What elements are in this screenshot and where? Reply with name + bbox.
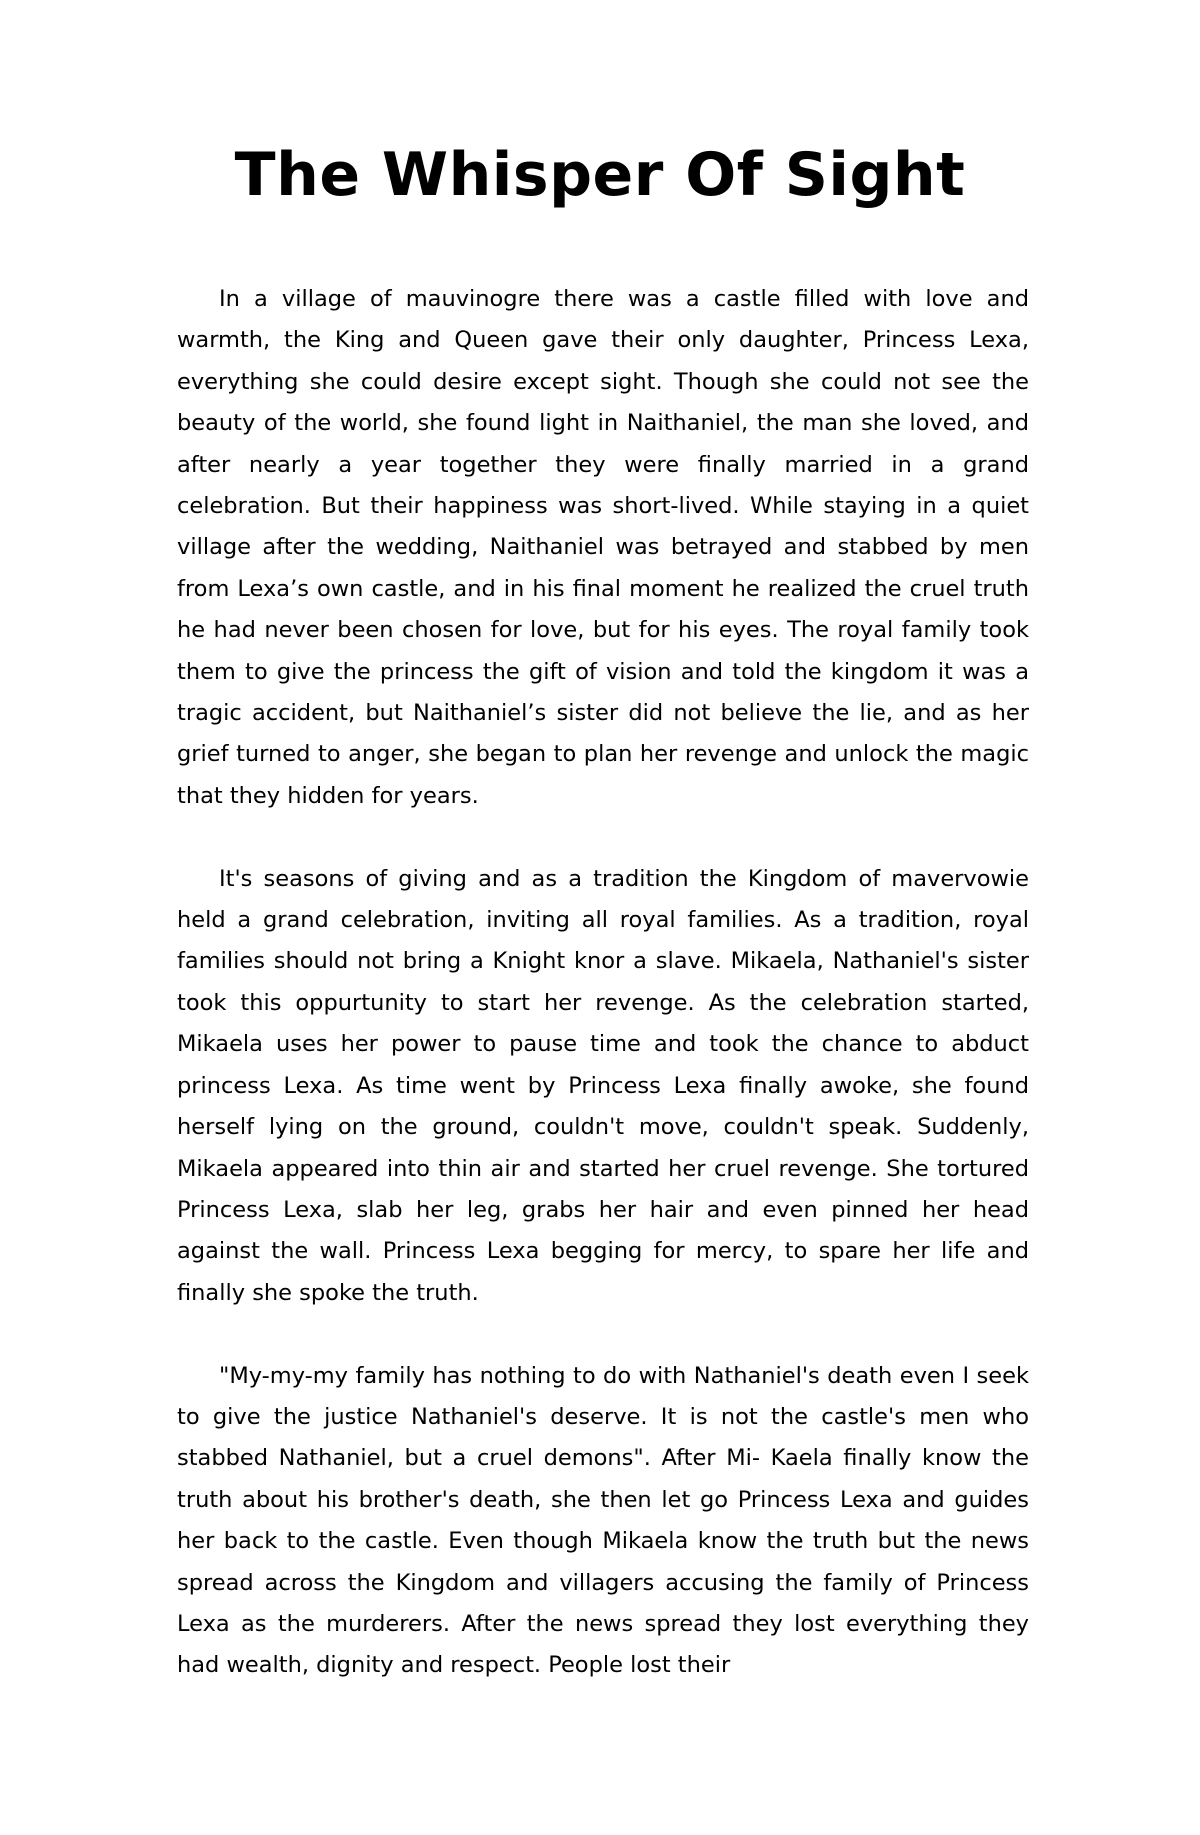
story-body — [177, 279, 1029, 1728]
paragraph-3: "My-my-my family has nothing to do with Nathaniel's death even I seek to give the justice Nathaniel's deserve. It is not the castle's men who stabbed Nathaniel, but a cruel demons". After Mi- Kaela finally know the truth about his brother's death, she then let go Princess Lexa and guides her back to the castle. Even though Mikaela know the truth but the news spread across the Kingdom and villagers accusing the family of Princess Lexa as the murderers. After the news spread they lost everything they had wealth, dignity and respect. People lost their — [177, 1362, 1029, 1679]
page-title: The Whisper Of Sight — [234, 140, 966, 210]
paragraph-2: It's seasons of giving and as a tradition the Kingdom of mavervowie held a grand celebration, inviting all royal families. As a tradition, royal families should not bring a Knight knor a slave. Mikaela, Nathaniel's sister took this oppurtunity to start her revenge. As the celebration started, Mikaela uses her power to pause time and took the chance to abduct princess Lexa. As time went by Princess Lexa finally awoke, she found herself lying on the ground, couldn't move, couldn't speak. Suddenly, Mikaela appeared into thin air and started her cruel revenge. She tortured Princess Lexa, slab her leg, grabs her hair and even pinned her head against the wall. Princess Lexa begging for mercy, to spare her life and finally she spoke the truth. — [177, 865, 1029, 1306]
paragraph-1: In a village of mauvinogre there was a castle filled with love and warmth, the King and Queen gave their only daughter, Princess Lexa, everything she could desire except sight. Though she could not see the beauty of the world, she found light in Naithaniel, the man she loved, and after nearly a year together they were finally married in a grand celebration. But their happiness was short-lived. While staying in a quiet village after the wedding, Naithaniel was betrayed and stabbed by men from Lexa’s own castle, and in his final moment he realized the cruel truth he had never been chosen for love, but for his eyes. The royal family took them to give the princess the gift of vision and told the kingdom it was a tragic accident, but Naithaniel’s sister did not believe the lie, and as her grief turned to anger, she began to plan her revenge and unlock the magic that they hidden for years. — [177, 286, 1029, 809]
